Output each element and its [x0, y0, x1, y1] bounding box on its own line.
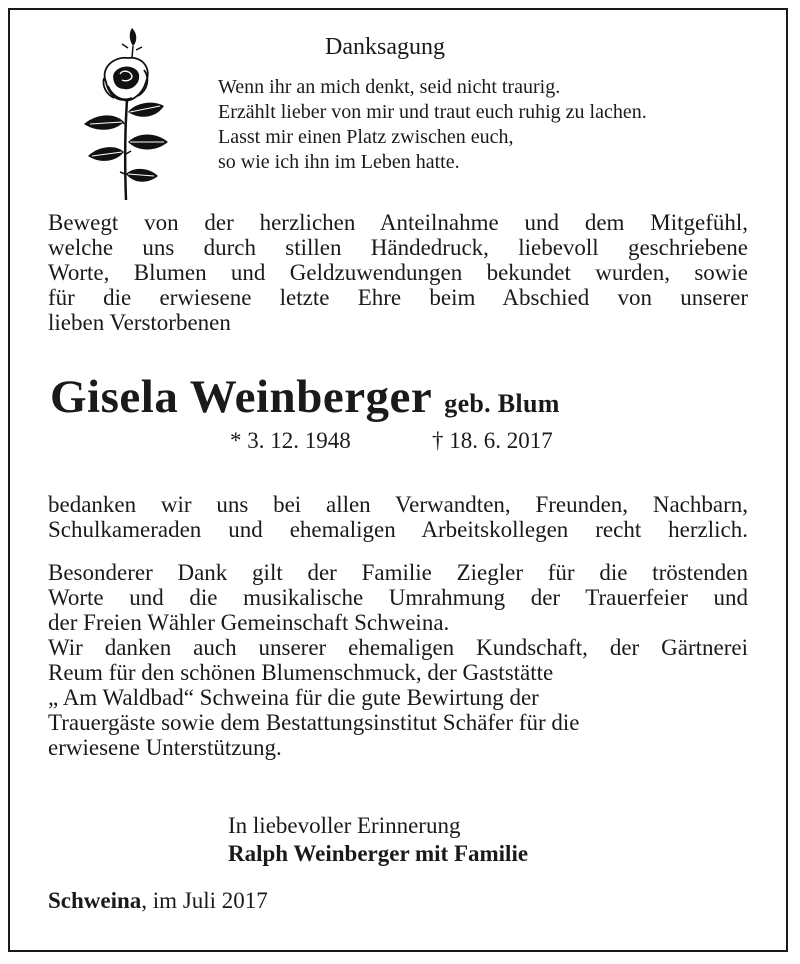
poem-line: Lasst mir einen Platz zwischen euch,: [218, 126, 514, 148]
place-date: [48, 888, 268, 914]
maiden-name: geb. Blum: [444, 389, 560, 418]
text-line: für die erwiesene letzte Ehre beim Abschied von unserer: [48, 285, 748, 310]
text-line: Worte und die musikalische Umrahmung der Trauerfeier und: [48, 585, 748, 610]
text-line: Bewegt von der herzlichen Anteilnahme und dem Mitgefühl,: [48, 210, 748, 235]
deceased-name-line: [50, 370, 560, 424]
signature-name: Ralph Weinberger mit Familie: [228, 841, 529, 866]
rose-icon: [76, 24, 176, 204]
text-line: lieben Verstorbenen: [48, 310, 231, 335]
text-line: Trauergäste sowie dem Bestattungsinstitut Schäfer für die: [48, 710, 580, 735]
thanks-paragraph: [48, 492, 748, 542]
text-line: Besonderer Dank gilt der Familie Ziegler für die tröstenden: [48, 560, 748, 585]
text-line: Reum für den schönen Blumenschmuck, der Gaststätte: [48, 660, 554, 685]
special-thanks-paragraph: [48, 560, 748, 760]
deceased-name: Gisela Weinberger: [50, 371, 433, 423]
signature-intro: In liebevoller Erinnerung: [228, 813, 461, 838]
date: , im Juli 2017: [141, 888, 268, 913]
place: Schweina: [48, 888, 142, 913]
intro-paragraph: [48, 210, 748, 335]
poem-line: Erzählt lieber von mir und traut euch ruhig zu lachen.: [218, 101, 647, 123]
poem-line: Wenn ihr an mich denkt, seid nicht traurig.: [218, 76, 561, 98]
heading: Danksagung: [325, 34, 445, 60]
poem-line: so wie ich ihn im Leben hatte.: [218, 151, 460, 173]
text-line: Schulkameraden und ehemaligen Arbeitskollegen recht herzlich.: [48, 517, 748, 542]
text-line: bedanken wir uns bei allen Verwandten, Freunden, Nachbarn,: [48, 492, 748, 517]
death-date: † 18. 6. 2017: [432, 428, 553, 453]
text-line: Wir danken auch unserer ehemaligen Kundschaft, der Gärtnerei: [48, 635, 748, 660]
text-line: erwiesene Unterstützung.: [48, 735, 282, 760]
text-line: welche uns durch stillen Händedruck, liebevoll geschriebene: [48, 235, 748, 260]
text-line: Worte, Blumen und Geldzuwendungen bekundet wurden, sowie: [48, 260, 748, 285]
text-line: der Freien Wähler Gemeinschaft Schweina.: [48, 610, 450, 635]
birth-date: * 3. 12. 1948: [230, 428, 351, 453]
signature: [228, 812, 528, 868]
text-line: „ Am Waldbad“ Schweina für die gute Bewirtung der: [48, 685, 539, 710]
poem: [218, 75, 647, 175]
